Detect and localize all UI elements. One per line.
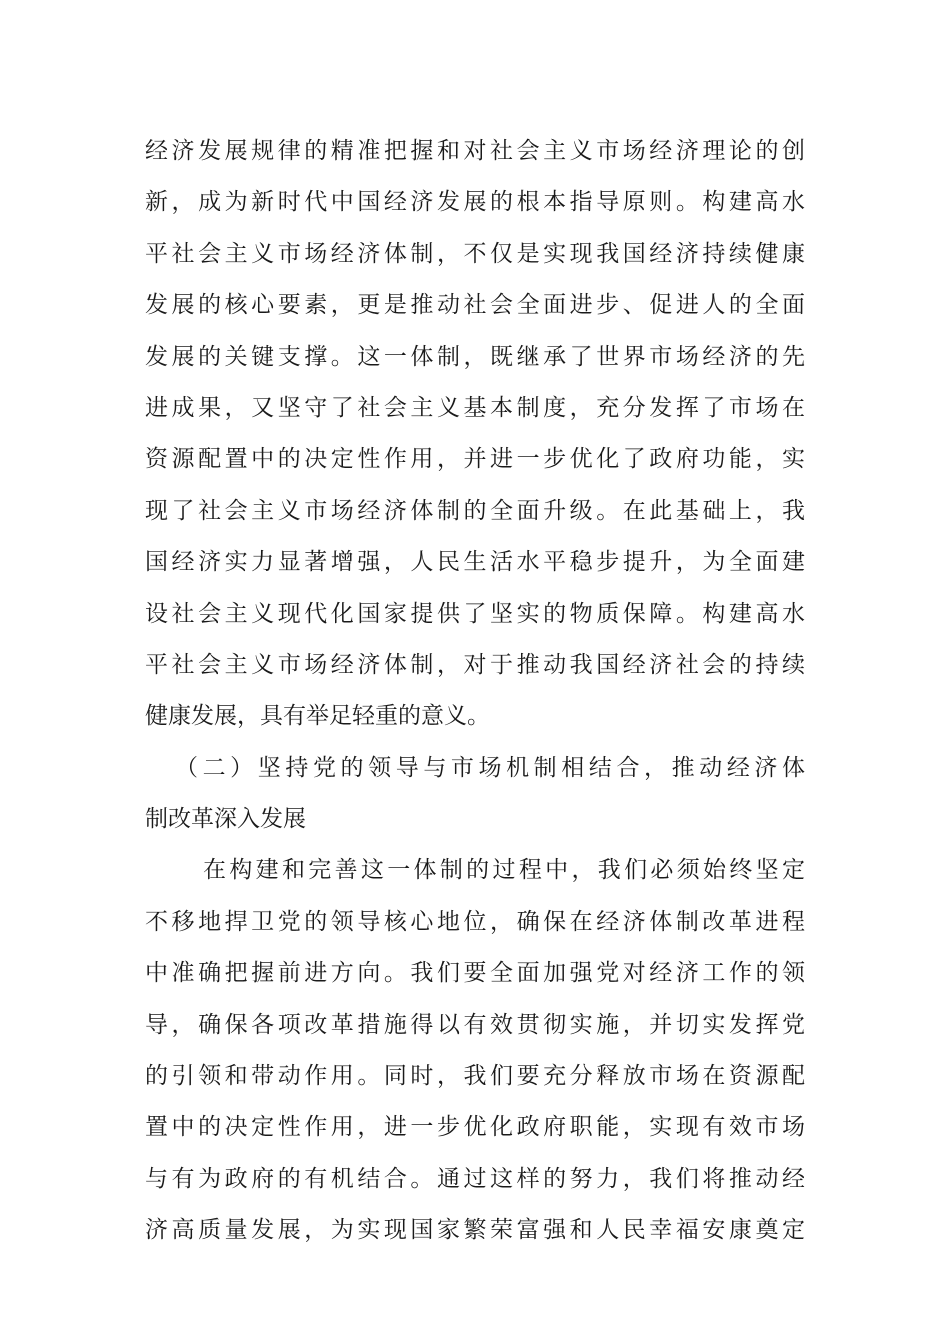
paragraph-line: 设社会主义现代化国家提供了坚实的物质保障。构建高水 — [145, 600, 805, 627]
paragraph-line: 进成果，又坚守了社会主义基本制度，充分发挥了市场在 — [145, 394, 805, 421]
paragraph-2 — [145, 845, 805, 1256]
document-body — [145, 126, 805, 1257]
paragraph-line: 与有为政府的有机结合。通过这样的努力，我们将推动经 — [145, 1165, 805, 1192]
paragraph-line: 在构建和完善这一体制的过程中，我们必须始终坚定 — [203, 857, 805, 884]
heading-line: 制改革深入发展 — [145, 806, 306, 833]
heading-line: （二）坚持党的领导与市场机制相结合，推动经济体 — [175, 754, 805, 781]
paragraph-line: 发展的关键支撑。这一体制，既继承了世界市场经济的先 — [145, 343, 805, 370]
paragraph-line: 中准确把握前进方向。我们要全面加强党对经济工作的领 — [145, 960, 805, 987]
paragraph-line: 健康发展，具有举足轻重的意义。 — [145, 703, 490, 730]
paragraph-line: 导，确保各项改革措施得以有效贯彻实施，并切实发挥党 — [145, 1011, 805, 1038]
paragraph-line: 经济发展规律的精准把握和对社会主义市场经济理论的创 — [145, 138, 805, 164]
paragraph-line: 不移地捍卫党的领导核心地位，确保在经济体制改革进程 — [145, 908, 805, 935]
paragraph-line: 现了社会主义市场经济体制的全面升级。在此基础上，我 — [145, 497, 805, 524]
paragraph-line: 国经济实力显著增强，人民生活水平稳步提升，为全面建 — [145, 549, 805, 576]
paragraph-line: 平社会主义市场经济体制，不仅是实现我国经济持续健康 — [145, 240, 805, 267]
paragraph-line: 的引领和带动作用。同时，我们要充分释放市场在资源配 — [145, 1063, 805, 1090]
paragraph-line: 济高质量发展，为实现国家繁荣富强和人民幸福安康奠定 — [145, 1217, 805, 1244]
paragraph-line: 资源配置中的决定性作用，并进一步优化了政府功能，实 — [145, 446, 805, 473]
paragraph-line: 新，成为新时代中国经济发展的根本指导原则。构建高水 — [145, 189, 805, 216]
paragraph-line: 平社会主义市场经济体制，对于推动我国经济社会的持续 — [145, 651, 805, 678]
paragraph-line: 发展的核心要素，更是推动社会全面进步、促进人的全面 — [145, 292, 805, 319]
section-heading — [145, 743, 805, 846]
paragraph-line: 置中的决定性作用，进一步优化政府职能，实现有效市场 — [145, 1114, 805, 1141]
paragraph-1 — [145, 126, 805, 743]
